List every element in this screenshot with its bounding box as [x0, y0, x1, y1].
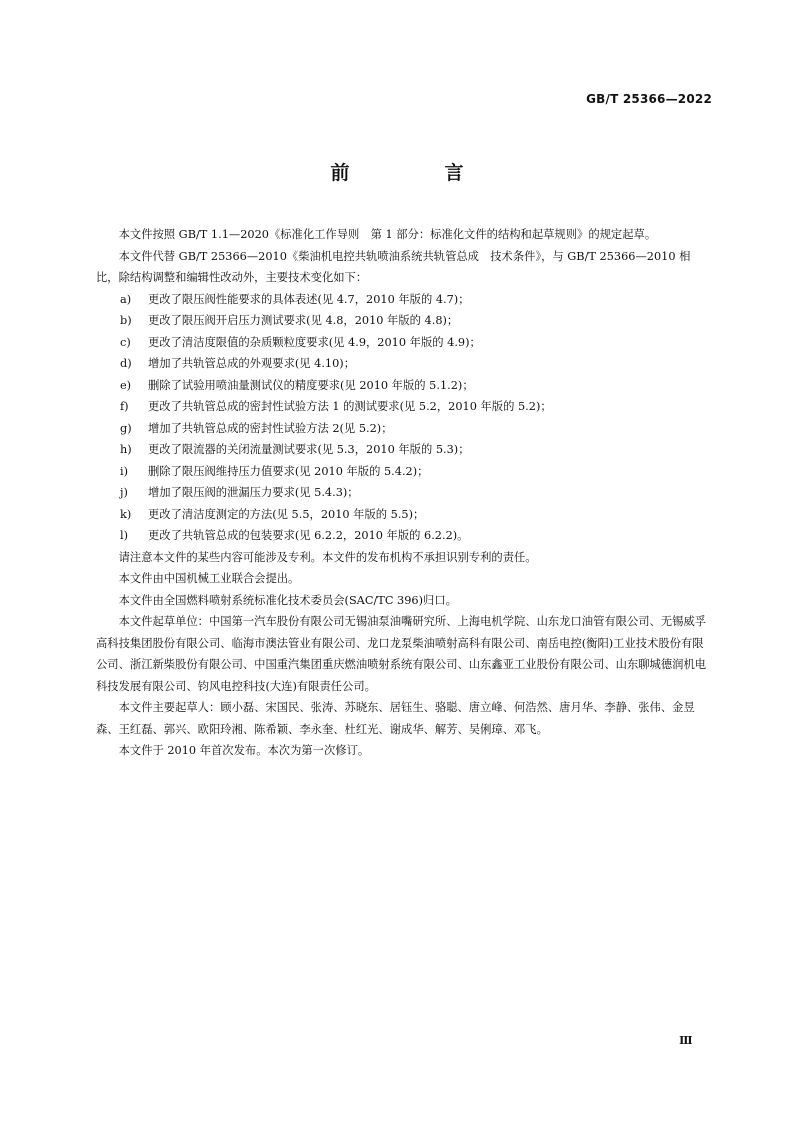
list-item-label: j) [120, 486, 128, 499]
list-item-text: 增加了限压阀的泄漏压力要求(见 5.4.3)； [148, 486, 359, 499]
page-title: 前 言 [330, 162, 502, 184]
list-item-label: d) [120, 357, 132, 370]
standard-code: GB/T 25366—2022 [586, 92, 712, 106]
list-item [96, 289, 712, 311]
list-item-label: l) [120, 529, 129, 542]
list-item-text: 更改了限压阀开启压力测试要求(见 4.8，2010 年版的 4.8)； [148, 314, 459, 327]
list-item-text: 删除了试验用喷油量测试仪的精度要求(见 2010 年版的 5.1.2)； [148, 378, 474, 392]
list-item-label: a) [120, 292, 132, 306]
list-item-text: 更改了清洁度限值的杂质颗粒度要求(见 4.9，2010 年版的 4.9)； [148, 335, 481, 349]
list-item-label: c) [120, 335, 131, 349]
list-item-label: e) [120, 378, 132, 392]
list-item [96, 418, 712, 440]
paragraph-committee: 本文件由全国燃料喷射系统标准化技术委员会(SAC/TC 396)归口。 [118, 593, 457, 607]
list-item [96, 504, 712, 526]
list-item [96, 353, 712, 375]
page-number: Ⅲ [679, 1034, 692, 1047]
list-item [96, 310, 712, 332]
list-item [96, 375, 712, 397]
paragraph-history: 本文件于 2010 年首次发布。本次为第一次修订。 [118, 744, 370, 757]
list-item-label: i) [120, 464, 129, 478]
foreword-body [96, 224, 712, 762]
list-item [96, 396, 712, 418]
paragraph-replacement: 本文件代替 GB/T 25366—2010《柴油机电控共轨喷油系统共轨管总成 技术条件》，与 GB/T 25366—2010 相比，除结构调整和编辑性改动外，主要技术变化如下： [96, 249, 691, 284]
list-item-text: 更改了清洁度测定的方法(见 5.5，2010 年版的 5.5)； [148, 507, 425, 521]
changes-list [96, 289, 712, 547]
paragraph-drafters: 本文件主要起草人：顾小磊、宋国民、张涛、苏晓东、居钰生、骆聪、唐立峰、何浩然、唐月华、李静、张伟、金昱森、王红磊、郭兴、欧阳玲湘、陈希颖、李永奎、杜红光、谢成华、解芳、吴俐璋、邓飞。 [96, 701, 695, 736]
list-item-label: b) [120, 314, 132, 327]
list-item-label: h) [120, 443, 132, 456]
paragraph-proposer: 本文件由中国机械工业联合会提出。 [118, 572, 300, 585]
paragraph-drafting-rules: 本文件按照 GB/T 1.1—2020《标准化工作导则 第 1 部分：标准化文件的结构和起草规则》的规定起草。 [118, 228, 657, 241]
list-item [96, 461, 712, 483]
list-item [96, 439, 712, 461]
list-item-label: g) [120, 421, 132, 435]
paragraph-patent-notice: 请注意本文件的某些内容可能涉及专利。本文件的发布机构不承担识别专利的责任。 [118, 550, 537, 564]
list-item-label: f) [120, 400, 129, 413]
list-item [96, 332, 712, 354]
list-item-label: k) [120, 507, 132, 521]
list-item [96, 525, 712, 547]
list-item-text: 更改了限压阀性能要求的具体表述(见 4.7，2010 年版的 4.7)； [148, 292, 470, 306]
paragraph-drafting-units: 本文件起草单位：中国第一汽车股份有限公司无锡油泵油嘴研究所、上海电机学院、山东龙口油管有限公司、无锡威孚高科技集团股份有限公司、临海市澳法管业有限公司、龙口龙泵柴油喷射高科有限公司、南岳电控(衡阳)工业技术股份有限公司、浙江新柴股份有限公司、中国重汽集团重庆燃油喷射系统有限公司、山东鑫亚工业股份有限公司、山东聊城德润机电科技发展有限公司、钧风电控科技(大连)有限责任公司。 [96, 615, 707, 693]
list-item-text: 增加了共轨管总成的外观要求(见 4.10)； [148, 357, 356, 370]
list-item [96, 482, 712, 504]
list-item-text: 增加了共轨管总成的密封性试验方法 2(见 5.2)； [148, 421, 393, 435]
list-item-text: 删除了限压阀维持压力值要求(见 2010 年版的 5.4.2)； [148, 464, 429, 478]
list-item-text: 更改了限流器的关闭流量测试要求(见 5.3，2010 年版的 5.3)； [148, 443, 470, 456]
list-item-text: 更改了共轨管总成的包装要求(见 6.2.2，2010 年版的 6.2.2)。 [148, 529, 469, 542]
list-item-text: 更改了共轨管总成的密封性试验方法 1 的测试要求(见 5.2，2010 年版的 5.2)； [148, 400, 552, 413]
